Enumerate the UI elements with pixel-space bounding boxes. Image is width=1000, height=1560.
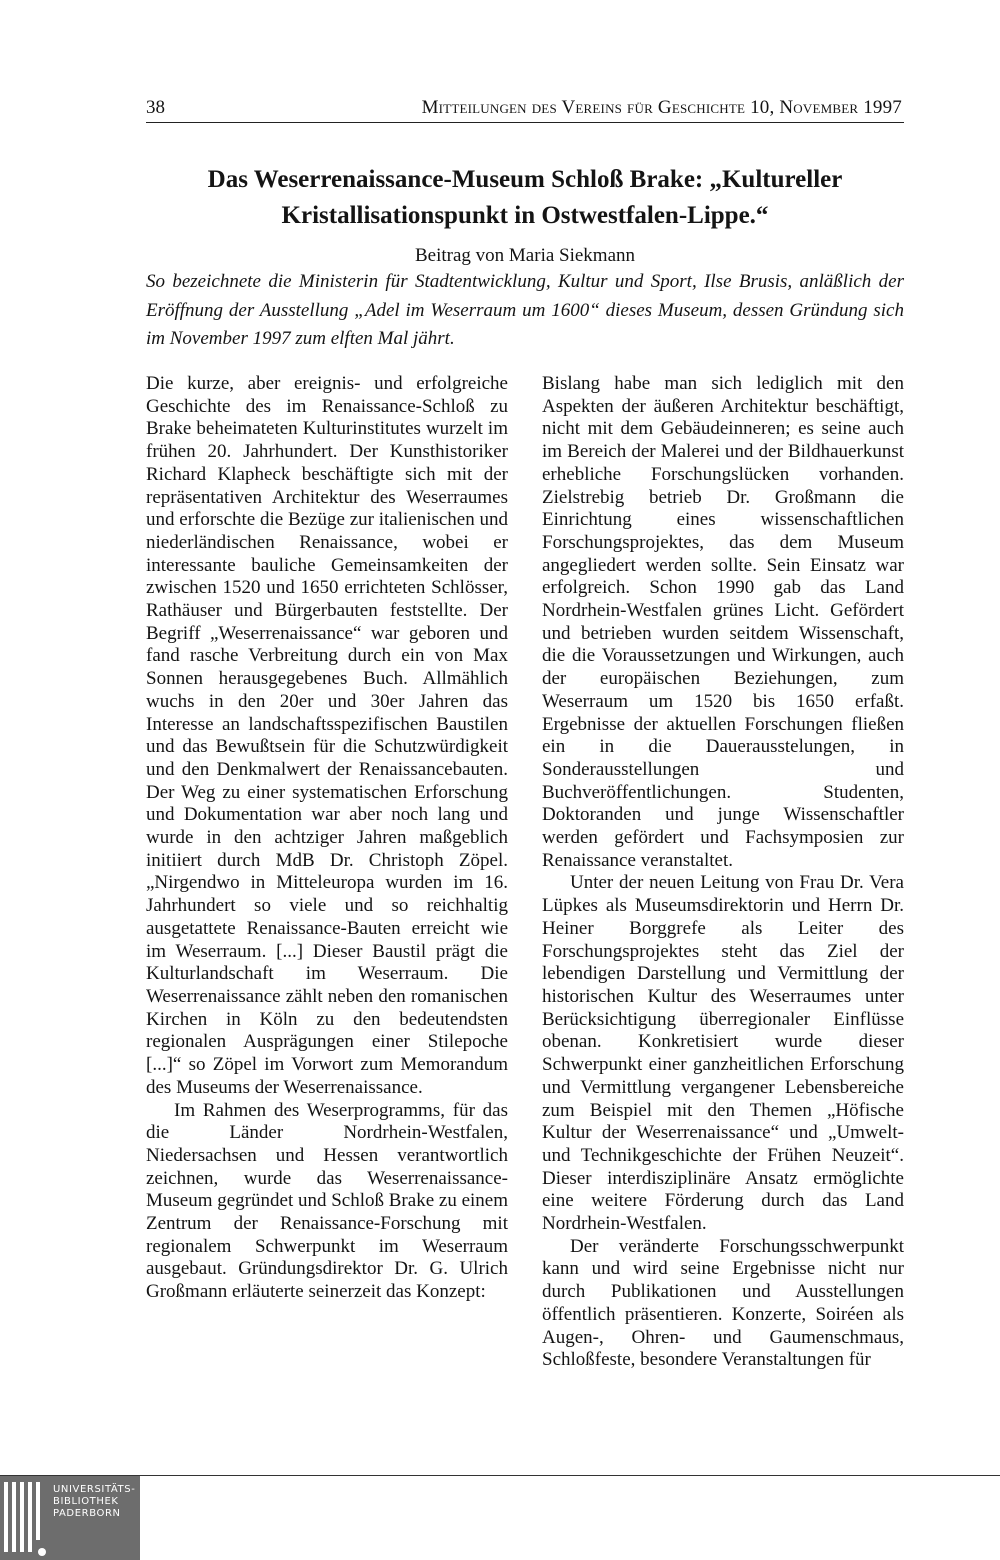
right-paragraph-2: Unter der neuen Leitung von Frau Dr. Vera Lüpkes als Museumsdirektorin und Herrn Dr. Heiner Borggrefe als Leiter des Forschungsprojektes steht das Ziel der lebendigen Darstellung und Vermittlung der historischen Kultur des Weserraumes unter Berücksichtigung überregionaler Einflüsse obenan. Konkretisiert wurde dieser Schwerpunkt einer ganzheitlichen Erforschung und Vermittlung vergangener Lebensbereiche zum Beispiel mit den Themen „Höfische Kultur der Weserrenaissance“ und „Umwelt- und Technikgeschichte der Frühen Neuzeit“. Dieser interdisziplinäre Ansatz ermöglichte eine weitere Förderung durch das Land Nordrhein-Westfalen. (542, 872, 904, 1235)
library-logo (0, 1476, 140, 1560)
left-paragraph-1: Die kurze, aber ereignis- und erfolgreiche Geschichte des im Renaissance-Schloß zu Brake beheimateten Kulturinstitutes wurzelt im frühen 20. Jahrhundert. Der Kunsthistoriker Richard Klapheck beschäftigte sich mit der repräsentativen Architektur des Weserraumes und erforschte die Bezüge zur italienischen und niederländischen Renaissance, wobei er interessante bauliche Gemeinsamkeiten der zwischen 1520 und 1650 errichteten Schlösser, Rathäuser und Bürgerbauten feststellte. Der Begriff „Weserrenaissance“ war geboren und fand rasche Verbreitung durch ein von Max Sonnen herausgegebenes Buch. Allmählich wuchs in den 20er und 30er Jahren das Interesse an landschaftsspezifischen Baustilen und das Bewußtsein für die Schutzwürdigkeit und den Denkmalwert der Renaissancebauten. Der Weg zu einer systematischen Erforschung und Dokumentation war aber noch lang und wurde in den achtziger Jahren maßgeblich initiiert durch MdB Dr. Christoph Zöpel. „Nirgendwo in Mitteleuropa wurden im 16. Jahrhundert so viele und so reichhaltig ausgetattete Renaissance-Bauten erreicht wie im Weserraum. [...] Dieser Baustil prägt die Kulturlandschaft im Weserraum. Die Weserrenaissance zählt neben den romanischen Kirchen in Köln zu den bedeutendsten regionalen Ausprägungen einer Stilepoche [...]“ so Zöpel im Vorwort zum Memorandum des Museums der Weserrenaissance. (146, 373, 508, 1098)
library-name-line-1: UNIVERSITÄTS- (53, 1484, 136, 1495)
right-column (542, 373, 904, 1372)
footer-divider (0, 1475, 1000, 1476)
running-head (146, 96, 902, 120)
right-paragraph-3: Der veränderte Forschungsschwerpunkt kann und wird seine Ergebnisse nicht nur durch Publikationen und Ausstellungen öffentlich präsentieren. Konzerte, Soiréen als Augen-, Ohren- und Gaumenschmaus, Schloßfeste, besondere Veranstaltungen für (542, 1235, 904, 1371)
left-paragraph-2: Im Rahmen des Weserprogramms, für das die Länder Nordrhein-Westfalen, Niedersachsen und Hessen verantwortlich zeichnen, wurde das Weserrenaissance-Museum gegründet und Schloß Brake zu einem Zentrum der Renaissance-Forschung mit regionalem Schwerpunkt im Weserraum ausgebaut. Gründungsdirektor Dr. G. Ulrich Großmann erläuterte seinerzeit das Konzept: (146, 1099, 508, 1303)
article-title: Das Weserrenaissance-Museum Schloß Brake: „Kultureller Kristallisationspunkt in Ostwestfalen-Lippe.“ (207, 166, 843, 229)
byline: Beitrag von Maria Siekmann (414, 245, 636, 266)
page-number: 38 (146, 97, 165, 118)
barcode-icon (4, 1482, 44, 1556)
library-name-line-2: BIBLIOTHEK (53, 1496, 119, 1507)
header-divider (146, 122, 904, 123)
left-column (146, 373, 508, 1304)
lead-paragraph: So bezeichnete die Ministerin für Stadtentwicklung, Kultur und Sport, Ilse Brusis, anläßlich der Eröffnung der Ausstellung „Adel im Weserraum um 1600“ dieses Museum, dessen Gründung sich im November 1997 zum elften Mal jährt. (146, 271, 904, 349)
journal-title: Mitteilungen des Vereins für Geschichte 10, November 1997 (421, 97, 902, 118)
library-name-line-3: PADERBORN (53, 1508, 121, 1519)
library-name (53, 1484, 135, 1520)
right-paragraph-1: Bislang habe man sich lediglich mit den Aspekten der äußeren Architektur beschäftigt, nicht mit dem Gebäudeinneren; es seine auch im Bereich der Malerei und der Bildhauerkunst erhebliche Forschungslücken vorhanden. Zielstrebig betrieb Dr. Großmann die Einrichtung eines wissenschaftlichen Forschungsprojektes, das dem Museum angegliedert werden sollte. Sein Einsatz war erfolgreich. Schon 1990 gab das Land Nordrhein-Westfalen grünes Licht. Gefördert und betrieben wurden seitdem Wissenschaft, die die Voraussetzungen und Wirkungen, auch der europäischen Beziehungen, zum Weserraum um 1520 bis 1650 erfaßt. Ergebnisse der aktuellen Forschungen fließen ein in die Dauerausstelungen, in Sonderausstellungen und Buchveröffentlichungen. Studenten, Doktoranden und junge Wissenschaftler werden gefördert und Fachsymposien zur Renaissance veranstaltet. (542, 373, 904, 871)
